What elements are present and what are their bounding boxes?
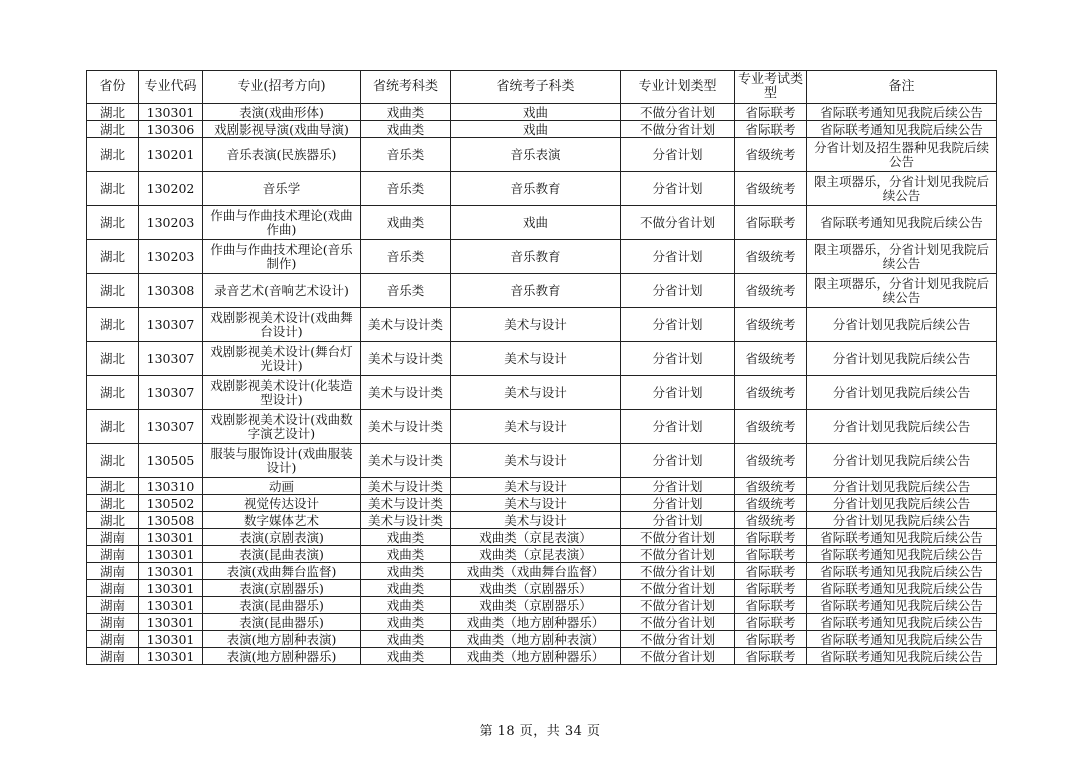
cell-remarks: 省际联考通知见我院后续公告	[807, 529, 997, 546]
cell-exam-subcategory: 美术与设计	[451, 410, 621, 444]
cell-exam-type: 省级统考	[735, 308, 807, 342]
cell-major-direction: 作曲与作曲技术理论(戏曲作曲)	[203, 206, 361, 240]
cell-major-code: 130308	[139, 274, 203, 308]
cell-remarks: 分省计划及招生器种见我院后续公告	[807, 138, 997, 172]
table-row	[87, 546, 997, 563]
cell-exam-type: 省级统考	[735, 478, 807, 495]
cell-major-code: 130505	[139, 444, 203, 478]
cell-major-direction: 表演(京剧表演)	[203, 529, 361, 546]
cell-major-code: 130301	[139, 648, 203, 665]
cell-exam-type: 省级统考	[735, 172, 807, 206]
cell-major-direction: 动画	[203, 478, 361, 495]
cell-major-code: 130508	[139, 512, 203, 529]
cell-remarks: 分省计划见我院后续公告	[807, 410, 997, 444]
cell-exam-subcategory: 戏曲类（地方剧种器乐）	[451, 648, 621, 665]
cell-remarks: 限主项器乐，分省计划见我院后续公告	[807, 274, 997, 308]
cell-exam-category: 戏曲类	[361, 529, 451, 546]
cell-exam-type: 省际联考	[735, 563, 807, 580]
cell-remarks: 省际联考通知见我院后续公告	[807, 597, 997, 614]
cell-exam-subcategory: 美术与设计	[451, 308, 621, 342]
cell-plan-type: 不做分省计划	[621, 206, 735, 240]
cell-exam-category: 美术与设计类	[361, 444, 451, 478]
cell-exam-category: 音乐类	[361, 240, 451, 274]
cell-exam-subcategory: 音乐教育	[451, 172, 621, 206]
cell-exam-category: 美术与设计类	[361, 495, 451, 512]
cell-exam-category: 美术与设计类	[361, 342, 451, 376]
cell-major-code: 130301	[139, 597, 203, 614]
table-row	[87, 512, 997, 529]
cell-exam-category: 戏曲类	[361, 104, 451, 121]
cell-remarks: 分省计划见我院后续公告	[807, 376, 997, 410]
cell-province: 湖北	[87, 478, 139, 495]
cell-province: 湖北	[87, 121, 139, 138]
cell-exam-category: 戏曲类	[361, 648, 451, 665]
cell-major-direction: 表演(昆曲器乐)	[203, 614, 361, 631]
cell-exam-subcategory: 戏曲类（京昆表演）	[451, 546, 621, 563]
header-remarks: 备注	[807, 71, 997, 104]
cell-exam-category: 戏曲类	[361, 546, 451, 563]
cell-major-direction: 数字媒体艺术	[203, 512, 361, 529]
header-major-code: 专业代码	[139, 71, 203, 104]
cell-exam-category: 美术与设计类	[361, 308, 451, 342]
cell-province: 湖南	[87, 546, 139, 563]
cell-province: 湖南	[87, 529, 139, 546]
cell-remarks: 分省计划见我院后续公告	[807, 342, 997, 376]
cell-exam-category: 戏曲类	[361, 121, 451, 138]
cell-major-direction: 服装与服饰设计(戏曲服装设计)	[203, 444, 361, 478]
cell-province: 湖北	[87, 342, 139, 376]
cell-plan-type: 分省计划	[621, 308, 735, 342]
cell-major-direction: 作曲与作曲技术理论(音乐制作)	[203, 240, 361, 274]
table-row	[87, 104, 997, 121]
cell-exam-subcategory: 美术与设计	[451, 444, 621, 478]
cell-major-code: 130310	[139, 478, 203, 495]
cell-province: 湖北	[87, 274, 139, 308]
cell-major-direction: 音乐学	[203, 172, 361, 206]
cell-major-code: 130307	[139, 410, 203, 444]
cell-major-direction: 戏剧影视导演(戏曲导演)	[203, 121, 361, 138]
table-header-row	[87, 71, 997, 104]
cell-exam-category: 美术与设计类	[361, 478, 451, 495]
cell-remarks: 省际联考通知见我院后续公告	[807, 648, 997, 665]
table-row	[87, 614, 997, 631]
cell-major-code: 130203	[139, 240, 203, 274]
cell-major-code: 130301	[139, 563, 203, 580]
cell-major-direction: 戏剧影视美术设计(化装造型设计)	[203, 376, 361, 410]
cell-exam-type: 省级统考	[735, 342, 807, 376]
cell-major-direction: 表演(京剧器乐)	[203, 580, 361, 597]
header-plan-type: 专业计划类型	[621, 71, 735, 104]
cell-exam-subcategory: 美术与设计	[451, 512, 621, 529]
cell-exam-type: 省级统考	[735, 495, 807, 512]
cell-plan-type: 分省计划	[621, 495, 735, 512]
cell-plan-type: 不做分省计划	[621, 546, 735, 563]
cell-plan-type: 分省计划	[621, 444, 735, 478]
cell-plan-type: 不做分省计划	[621, 614, 735, 631]
cell-remarks: 分省计划见我院后续公告	[807, 478, 997, 495]
cell-exam-category: 美术与设计类	[361, 410, 451, 444]
cell-exam-subcategory: 戏曲类（京昆表演）	[451, 529, 621, 546]
cell-remarks: 分省计划见我院后续公告	[807, 512, 997, 529]
cell-major-code: 130307	[139, 376, 203, 410]
cell-exam-subcategory: 戏曲	[451, 121, 621, 138]
cell-exam-type: 省际联考	[735, 648, 807, 665]
header-exam-category: 省统考科类	[361, 71, 451, 104]
cell-plan-type: 分省计划	[621, 512, 735, 529]
cell-exam-category: 戏曲类	[361, 580, 451, 597]
cell-exam-type: 省际联考	[735, 104, 807, 121]
cell-remarks: 省际联考通知见我院后续公告	[807, 104, 997, 121]
cell-remarks: 省际联考通知见我院后续公告	[807, 614, 997, 631]
header-exam-type: 专业考试类型	[735, 71, 807, 104]
cell-remarks: 分省计划见我院后续公告	[807, 444, 997, 478]
cell-plan-type: 不做分省计划	[621, 104, 735, 121]
table-row	[87, 597, 997, 614]
table-row	[87, 495, 997, 512]
cell-plan-type: 分省计划	[621, 172, 735, 206]
cell-exam-subcategory: 音乐教育	[451, 240, 621, 274]
table-row	[87, 580, 997, 597]
cell-major-code: 130301	[139, 529, 203, 546]
cell-major-code: 130202	[139, 172, 203, 206]
cell-exam-category: 美术与设计类	[361, 376, 451, 410]
cell-province: 湖北	[87, 376, 139, 410]
cell-major-code: 130203	[139, 206, 203, 240]
cell-plan-type: 不做分省计划	[621, 563, 735, 580]
table-row	[87, 563, 997, 580]
cell-exam-type: 省际联考	[735, 580, 807, 597]
cell-exam-type: 省际联考	[735, 206, 807, 240]
cell-plan-type: 分省计划	[621, 240, 735, 274]
cell-exam-type: 省际联考	[735, 529, 807, 546]
cell-exam-type: 省级统考	[735, 240, 807, 274]
table-row	[87, 342, 997, 376]
cell-major-code: 130301	[139, 631, 203, 648]
cell-province: 湖南	[87, 563, 139, 580]
cell-province: 湖北	[87, 138, 139, 172]
cell-remarks: 分省计划见我院后续公告	[807, 495, 997, 512]
cell-plan-type: 分省计划	[621, 376, 735, 410]
cell-province: 湖北	[87, 104, 139, 121]
cell-major-code: 130307	[139, 308, 203, 342]
cell-remarks: 省际联考通知见我院后续公告	[807, 580, 997, 597]
cell-plan-type: 不做分省计划	[621, 580, 735, 597]
cell-province: 湖北	[87, 240, 139, 274]
cell-remarks: 省际联考通知见我院后续公告	[807, 546, 997, 563]
table-row	[87, 274, 997, 308]
cell-exam-type: 省级统考	[735, 274, 807, 308]
cell-major-code: 130301	[139, 580, 203, 597]
cell-exam-category: 美术与设计类	[361, 512, 451, 529]
cell-province: 湖北	[87, 206, 139, 240]
cell-remarks: 限主项器乐，分省计划见我院后续公告	[807, 172, 997, 206]
cell-exam-type: 省际联考	[735, 631, 807, 648]
cell-exam-type: 省际联考	[735, 614, 807, 631]
cell-exam-subcategory: 戏曲类（戏曲舞台监督）	[451, 563, 621, 580]
cell-exam-subcategory: 美术与设计	[451, 495, 621, 512]
cell-exam-subcategory: 美术与设计	[451, 342, 621, 376]
cell-province: 湖南	[87, 648, 139, 665]
cell-exam-category: 音乐类	[361, 274, 451, 308]
cell-major-code: 130502	[139, 495, 203, 512]
cell-province: 湖北	[87, 512, 139, 529]
table-row	[87, 410, 997, 444]
cell-province: 湖南	[87, 580, 139, 597]
cell-major-direction: 表演(戏曲舞台监督)	[203, 563, 361, 580]
cell-major-direction: 戏剧影视美术设计(戏曲舞台设计)	[203, 308, 361, 342]
cell-major-code: 130301	[139, 614, 203, 631]
cell-exam-subcategory: 音乐教育	[451, 274, 621, 308]
table-row	[87, 631, 997, 648]
cell-exam-subcategory: 戏曲类（地方剧种表演）	[451, 631, 621, 648]
cell-exam-subcategory: 美术与设计	[451, 376, 621, 410]
table-row	[87, 308, 997, 342]
cell-plan-type: 不做分省计划	[621, 631, 735, 648]
cell-exam-category: 戏曲类	[361, 614, 451, 631]
table-row	[87, 172, 997, 206]
cell-major-direction: 表演(昆曲器乐)	[203, 597, 361, 614]
cell-major-direction: 戏剧影视美术设计(戏曲数字演艺设计)	[203, 410, 361, 444]
page-footer: 第 18 页，共 34 页	[479, 724, 601, 739]
cell-remarks: 分省计划见我院后续公告	[807, 308, 997, 342]
cell-exam-type: 省际联考	[735, 546, 807, 563]
table-row	[87, 478, 997, 495]
cell-plan-type: 不做分省计划	[621, 597, 735, 614]
table-row	[87, 206, 997, 240]
header-province: 省份	[87, 71, 139, 104]
cell-plan-type: 不做分省计划	[621, 121, 735, 138]
cell-plan-type: 不做分省计划	[621, 529, 735, 546]
cell-province: 湖北	[87, 495, 139, 512]
cell-plan-type: 分省计划	[621, 274, 735, 308]
cell-major-direction: 音乐表演(民族器乐)	[203, 138, 361, 172]
cell-plan-type: 不做分省计划	[621, 648, 735, 665]
cell-exam-subcategory: 戏曲类（京剧器乐）	[451, 580, 621, 597]
cell-exam-subcategory: 戏曲	[451, 104, 621, 121]
cell-remarks: 省际联考通知见我院后续公告	[807, 563, 997, 580]
cell-exam-subcategory: 音乐表演	[451, 138, 621, 172]
cell-exam-category: 音乐类	[361, 172, 451, 206]
cell-major-direction: 戏剧影视美术设计(舞台灯光设计)	[203, 342, 361, 376]
cell-exam-category: 戏曲类	[361, 563, 451, 580]
cell-major-direction: 表演(地方剧种表演)	[203, 631, 361, 648]
cell-province: 湖南	[87, 614, 139, 631]
cell-province: 湖南	[87, 631, 139, 648]
cell-exam-type: 省际联考	[735, 121, 807, 138]
table-row	[87, 444, 997, 478]
cell-major-code: 130301	[139, 104, 203, 121]
cell-province: 湖北	[87, 172, 139, 206]
cell-province: 湖北	[87, 308, 139, 342]
cell-major-direction: 表演(地方剧种器乐)	[203, 648, 361, 665]
cell-province: 湖北	[87, 410, 139, 444]
cell-plan-type: 分省计划	[621, 342, 735, 376]
cell-province: 湖南	[87, 597, 139, 614]
cell-remarks: 限主项器乐，分省计划见我院后续公告	[807, 240, 997, 274]
table-row	[87, 648, 997, 665]
cell-exam-subcategory: 美术与设计	[451, 478, 621, 495]
cell-exam-category: 戏曲类	[361, 597, 451, 614]
cell-major-direction: 录音艺术(音响艺术设计)	[203, 274, 361, 308]
cell-remarks: 省际联考通知见我院后续公告	[807, 631, 997, 648]
cell-exam-category: 戏曲类	[361, 631, 451, 648]
cell-major-code: 130307	[139, 342, 203, 376]
cell-exam-type: 省际联考	[735, 597, 807, 614]
table-row	[87, 376, 997, 410]
table-row	[87, 138, 997, 172]
cell-major-direction: 视觉传达设计	[203, 495, 361, 512]
admission-plan-table	[86, 70, 997, 665]
cell-remarks: 省际联考通知见我院后续公告	[807, 121, 997, 138]
cell-major-code: 130201	[139, 138, 203, 172]
cell-exam-type: 省级统考	[735, 138, 807, 172]
cell-major-direction: 表演(昆曲表演)	[203, 546, 361, 563]
cell-exam-type: 省级统考	[735, 512, 807, 529]
table-row	[87, 240, 997, 274]
cell-exam-type: 省级统考	[735, 376, 807, 410]
cell-remarks: 省际联考通知见我院后续公告	[807, 206, 997, 240]
cell-province: 湖北	[87, 444, 139, 478]
cell-plan-type: 分省计划	[621, 138, 735, 172]
cell-major-direction: 表演(戏曲形体)	[203, 104, 361, 121]
cell-major-code: 130301	[139, 546, 203, 563]
cell-exam-type: 省级统考	[735, 444, 807, 478]
cell-exam-subcategory: 戏曲	[451, 206, 621, 240]
cell-major-code: 130306	[139, 121, 203, 138]
header-exam-subcategory: 省统考子科类	[451, 71, 621, 104]
cell-exam-category: 戏曲类	[361, 206, 451, 240]
cell-exam-subcategory: 戏曲类（地方剧种器乐）	[451, 614, 621, 631]
cell-plan-type: 分省计划	[621, 410, 735, 444]
table-row	[87, 121, 997, 138]
cell-plan-type: 分省计划	[621, 478, 735, 495]
cell-exam-category: 音乐类	[361, 138, 451, 172]
header-major-direction: 专业(招考方向)	[203, 71, 361, 104]
cell-exam-type: 省级统考	[735, 410, 807, 444]
table-row	[87, 529, 997, 546]
cell-exam-subcategory: 戏曲类（京剧器乐）	[451, 597, 621, 614]
